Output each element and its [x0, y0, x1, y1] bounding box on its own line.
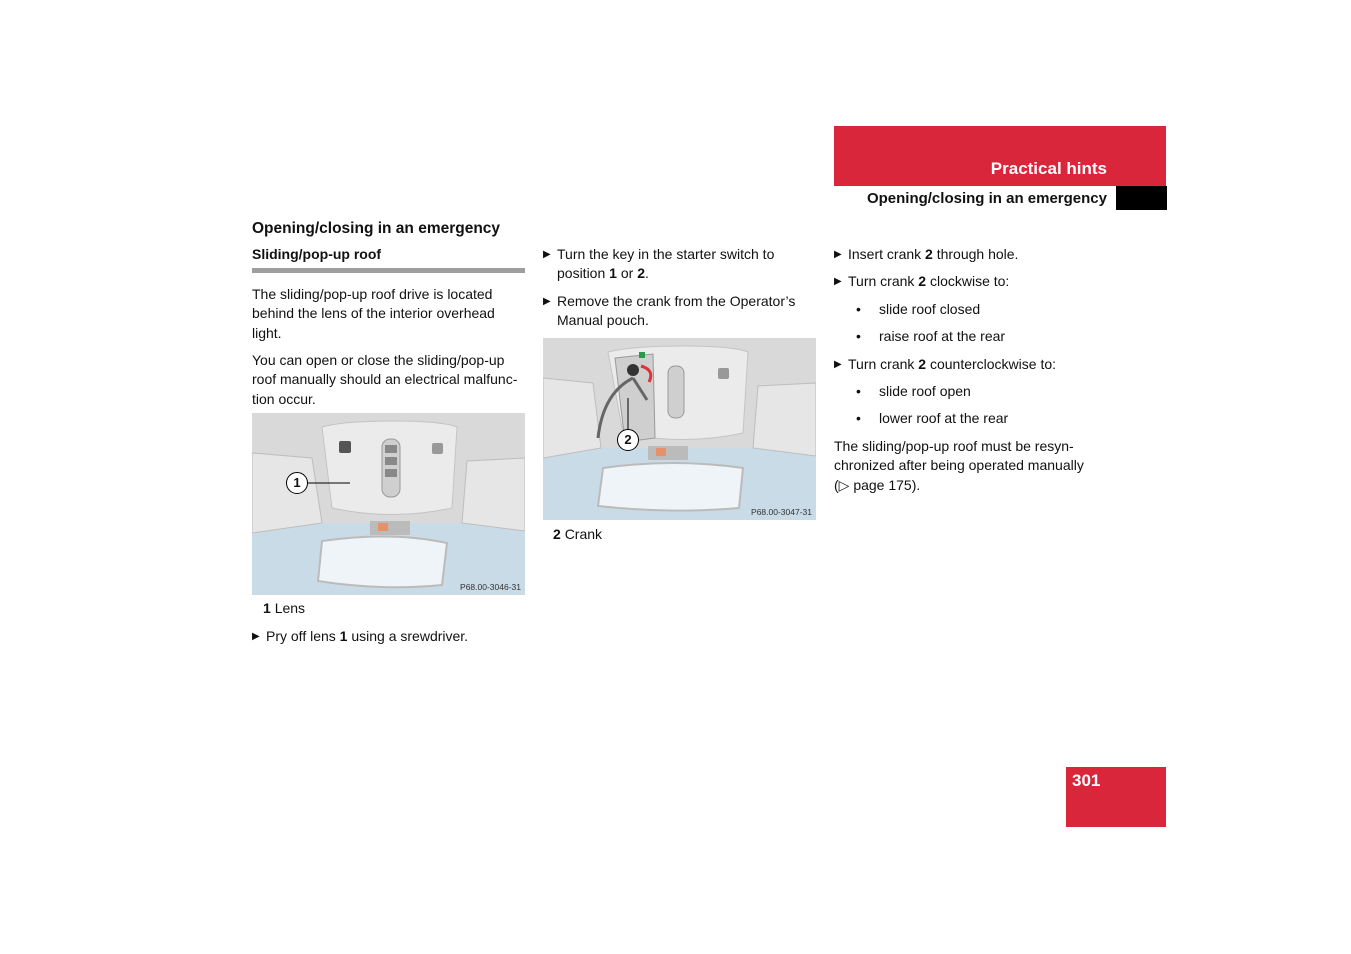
paragraph: The sliding/pop-up roof drive is located behind the lens of the interior overhead light. [252, 285, 495, 341]
resync-note: The sliding/pop-up roof must be resyn- chronized after being operated manually (▷ page 175). [834, 437, 1084, 493]
arrow-bullet-icon: ▶ [834, 249, 842, 260]
arrow-bullet-icon: ▶ [543, 295, 551, 307]
figure-code: P68.00-3046-31 [460, 582, 521, 592]
step-pry-lens: ▶ Pry off lens 1 using a srewdriver. [252, 627, 527, 646]
step-remove-crank: Remove the crank from the Operator’s Manual pouch. [557, 292, 796, 329]
list-item: slide roof closed [879, 300, 981, 317]
list-item: slide roof open [879, 383, 971, 400]
subsection-title: Opening/closing in an emergency [866, 190, 1107, 207]
page-number: 301 [1072, 771, 1101, 790]
figure-overhead-light [252, 413, 525, 595]
page-reference-link[interactable]: (▷ page 175). [834, 476, 921, 493]
column-1 [252, 219, 527, 409]
section-title: Practical hints [990, 159, 1107, 178]
paragraph: You can open or close the sliding/pop-up roof manually should an electrical malfunc- tion occur. [252, 352, 518, 407]
arrow-bullet-icon: ▶ [834, 358, 842, 370]
arrow-bullet-icon: ▶ [834, 276, 842, 288]
step-insert-crank: Insert crank 2 through hole. [848, 246, 1019, 262]
column-2 [543, 245, 818, 331]
legend-1: 1 Lens [263, 600, 306, 616]
list-item: raise roof at the rear [879, 328, 1006, 345]
callout-2: 2 [617, 429, 639, 451]
list-item: lower roof at the rear [879, 410, 1009, 427]
step-clockwise: Turn crank 2 clockwise to: [848, 273, 1010, 290]
sub-heading: Sliding/pop-up roof [252, 245, 525, 272]
legend-2: 2 Crank [553, 526, 603, 542]
section-marker [1116, 186, 1167, 210]
step-turn-key: Turn the key in the starter switch to position 1 or 2. [557, 246, 775, 282]
figure-code: P68.00-3047-31 [751, 507, 812, 517]
callout-1: 1 [286, 472, 308, 494]
column-3: ▶ Insert crank 2 through hole. ▶ Turn crank 2 clockwise to: • slide roof closed • raise roof at the rear ▶ Turn crank 2 counterclockwise to: • slide roof open • lower roof at the rear The sliding/pop-up roof must be resyn- chronized after being operated manually (▷ page 175). [834, 245, 1109, 495]
page-heading: Opening/closing in an emergency [252, 220, 501, 237]
arrow-bullet-icon: ▶ [543, 249, 551, 260]
arrow-bullet-icon: ▶ [252, 631, 260, 642]
step-counterclockwise: Turn crank 2 counterclockwise to: [848, 355, 1057, 372]
figure-crank [543, 338, 816, 520]
